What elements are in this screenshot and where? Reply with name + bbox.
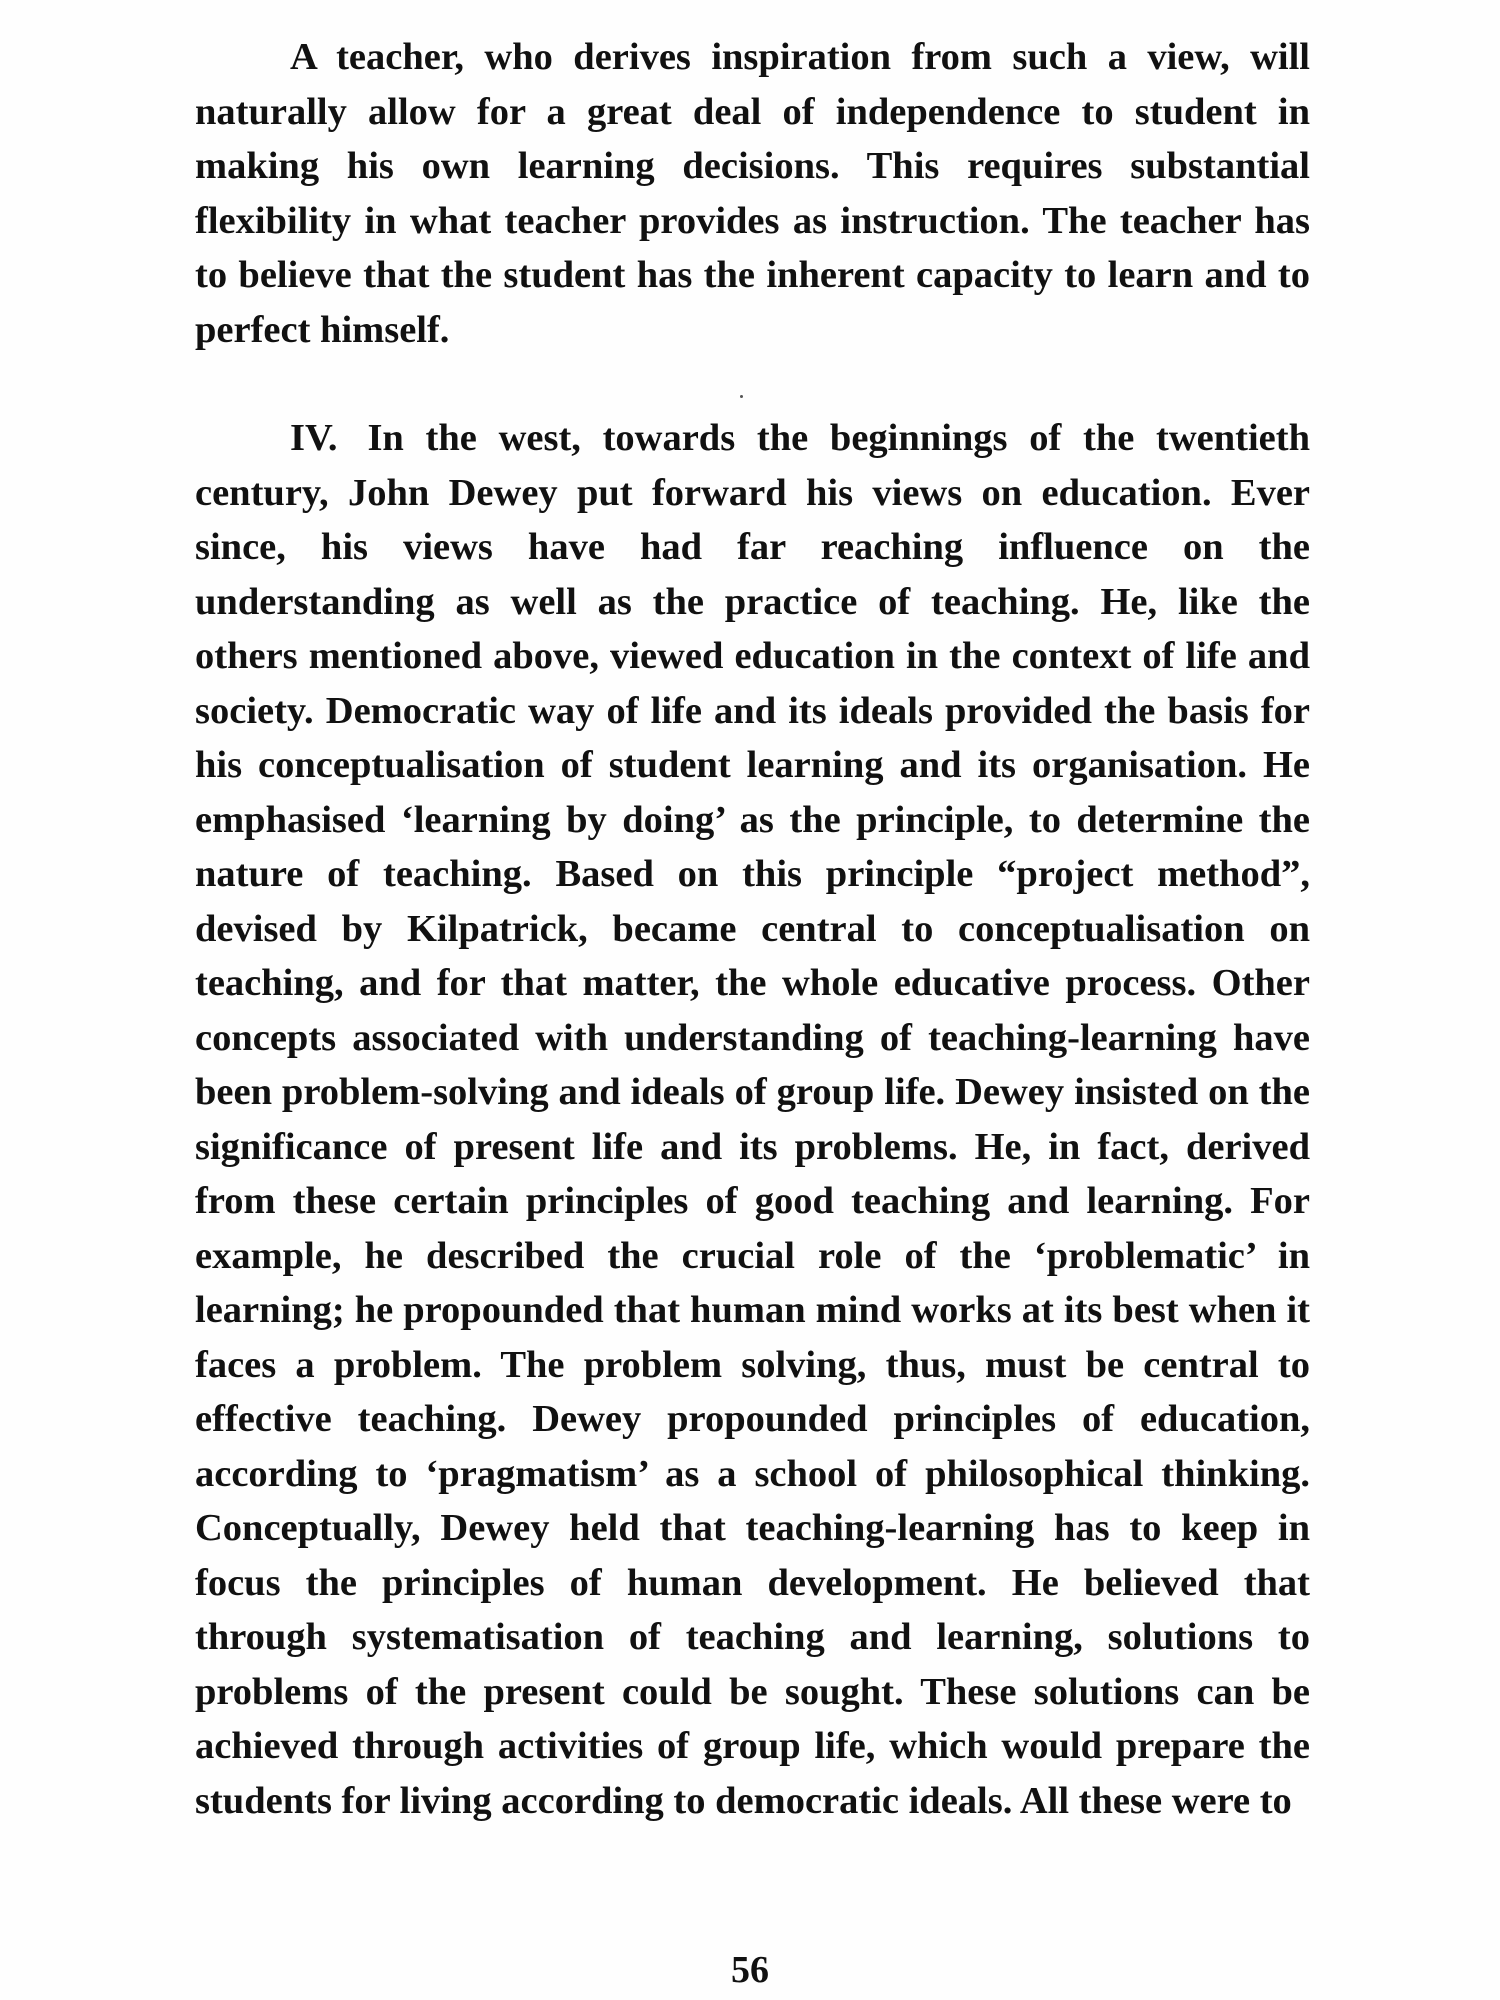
paragraph-2-text: In the west, towards the beginnings of the twentieth century, John Dewey put forward his views on education. Ever since, his views have had far reaching influence on the understanding as well as the practice of teaching. He, like the others mentioned above, viewed education in the context of life and society. Democratic way of life and its ideals provided the basis for his conceptualisation of student learning and its organisation. He emphasised ‘learning by doing’ as the principle, to determine the nature of teaching. Based on this principle “project method”, devised by Kilpatrick, became central to conceptualisation on teaching, and for that matter, the whole educative process. Other concepts associated with understanding of teaching-learning have been problem-solving and ideals of group life. Dewey insisted on the significance of present life and its problems. He, in fact, derived from these certain principles of good teaching and learning. For example, he described the crucial role of the ‘problematic’ in learning; he propounded that human mind works at its best when it faces a problem. The problem solving, thus, must be central to effective teaching. Dewey propounded principles of education, according to ‘pragmatism’ as a school of philosophical thinking. Conceptually, Dewey held that teaching-learning has to keep in focus the principles of human development. He believed that through systematisation of teaching and learning, solutions to problems of the present could be sought. These solutions can be achieved through activities of group life, which would prepare the students for living according to democratic ideals. All these were to: [195, 417, 1310, 1822]
paragraph-dewey-section: [195, 411, 1310, 1828]
scan-speck: [740, 395, 743, 398]
paragraph-1-text: A teacher, who derives inspiration from such a view, will naturally allow for a great deal of independence to student in making his own learning decisions. This requires substantial flexibility in what teacher provides as instruction. The teacher has to believe that the student has the inherent capacity to learn and to perfect himself.: [195, 36, 1310, 351]
page-number: 56: [731, 1949, 769, 1991]
body-text: [195, 30, 1310, 1828]
paragraph-teacher-independence: [195, 30, 1310, 357]
section-number: IV.: [290, 417, 338, 459]
